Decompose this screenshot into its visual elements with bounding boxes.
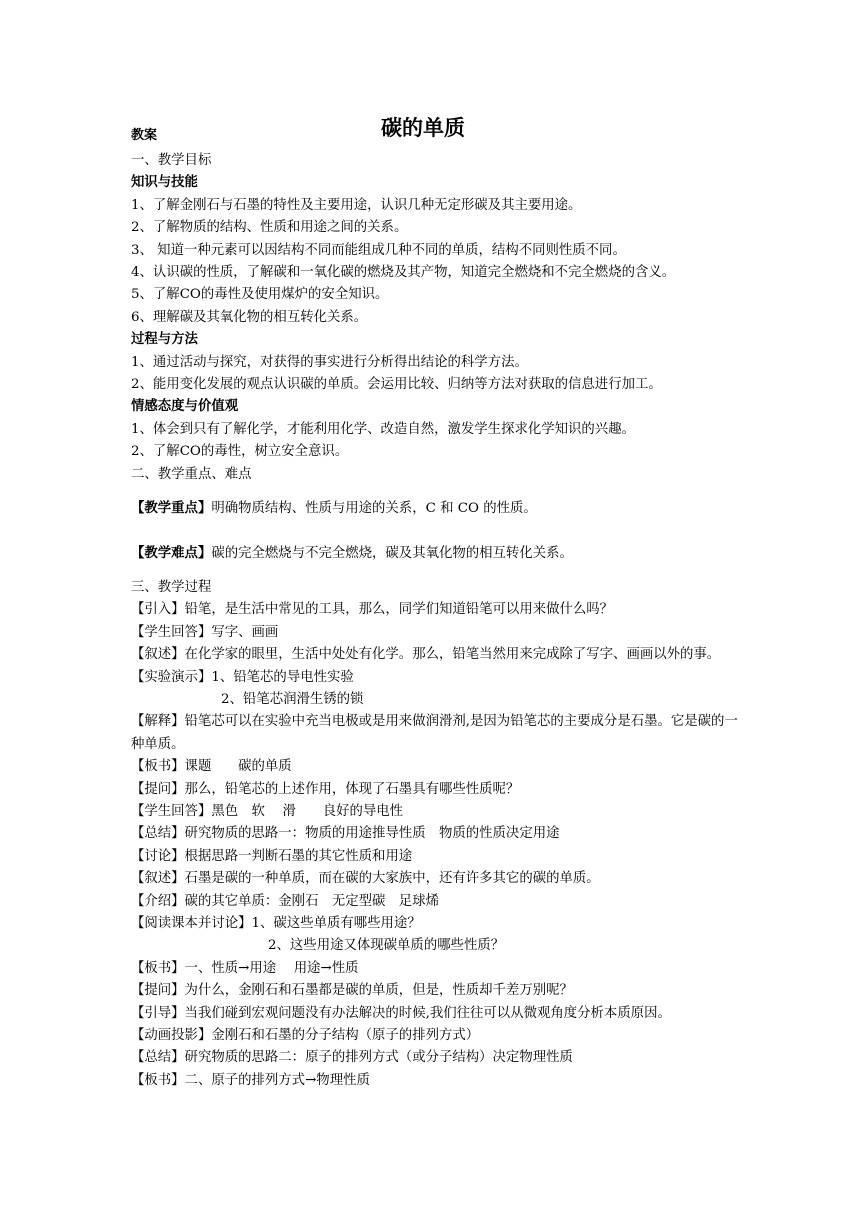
section-heading-focus: 二、教学重点、难点 (131, 466, 252, 482)
step-line: 【学生回答】写字、画画 (131, 624, 279, 640)
knowledge-item: 4、认识碳的性质，了解碳和一氧化碳的燃烧及其产物，知道完全燃烧和不完全燃烧的含义。 (131, 265, 676, 281)
step-line: 【总结】研究物质的思路二：原子的排列方式（或分子结构）决定物理性质 (131, 1050, 573, 1066)
step-line: 【板书】一、性质→用途 用途→性质 (131, 960, 359, 976)
document-body (131, 150, 741, 1092)
knowledge-item: 2、了解物质的结构、性质和用途之间的关系。 (131, 220, 408, 236)
step-line: 【动画投影】金刚石和石墨的分子结构（原子的排列方式） (131, 1028, 480, 1044)
document-header (131, 112, 731, 146)
doc-type-label: 教案 (131, 128, 158, 143)
difficulty-paragraph (131, 543, 741, 565)
process-item: 1、通过活动与探究，对获得的事实进行分析得出结论的科学方法。 (131, 354, 528, 370)
difficulty-text: 碳的完全燃烧与不完全燃烧，碳及其氧化物的相互转化关系。 (211, 545, 573, 561)
process-item: 2、能用变化发展的观点认识碳的单质。会运用比较、归纳等方法对获取的信息进行加工。 (131, 377, 662, 393)
step-line: 【引导】当我们碰到宏观问题没有办法解决的时候,我们往往可以从微观角度分析本质原因。 (131, 1005, 671, 1021)
step-line: 【提问】为什么，金刚石和石墨都是碳的单质，但是，性质却千差万别呢？ (131, 983, 573, 999)
section-heading-process-steps: 三、教学过程 (131, 579, 212, 595)
step-line: 【引入】铅笔，是生活中常见的工具，那么，同学们知道铅笔可以用来做什么吗？ (131, 602, 614, 618)
knowledge-item: 5、了解CO的毒性及使用煤炉的安全知识。 (131, 287, 389, 303)
knowledge-item: 6、理解碳及其氧化物的相互转化关系。 (131, 309, 368, 325)
key-point-text: 明确物质结构、性质与用途的关系，C 和 CO 的性质。 (211, 501, 537, 517)
knowledge-item: 1、了解金刚石与石墨的特性及主要用途，认识几种无定形碳及其主要用途。 (131, 197, 582, 213)
emotion-item: 1、体会到只有了解化学，才能利用化学、改造自然，激发学生探求化学知识的兴趣。 (131, 421, 635, 437)
subheading-knowledge: 知识与技能 (131, 175, 198, 191)
document-title: 碳的单质 (381, 116, 465, 140)
section-heading-goals: 一、教学目标 (131, 153, 212, 168)
key-point-label: 【教学重点】 (131, 501, 212, 517)
step-line: 【实验演示】1、铅笔芯的导电性实验 (131, 669, 354, 685)
step-line: 【叙述】石墨是碳的一种单质，而在碳的大家族中，还有许多其它的碳的单质。 (131, 871, 600, 887)
subheading-process: 过程与方法 (131, 332, 198, 348)
knowledge-item: 3、 知道一种元素可以因结构不同而能组成几种不同的单质，结构不同则性质不同。 (131, 242, 626, 258)
step-line: 【介绍】碳的其它单质：金刚石 无定型碳 足球烯 (131, 893, 439, 909)
step-line: 【板书】课题 碳的单质 (131, 759, 292, 775)
step-line: 【解释】铅笔芯可以在实验中充当电极或是用来做润滑剂,是因为铅笔芯的主要成分是石墨。它是碳的一种单质。 (131, 714, 738, 752)
emotion-item: 2、了解CO的毒性，树立安全意识。 (131, 444, 349, 460)
step-line: 【板书】二、原子的排列方式→物理性质 (131, 1072, 370, 1088)
subheading-emotion: 情感态度与价值观 (131, 399, 239, 415)
step-line: 【总结】研究物质的思路一：物质的用途推导性质 物质的性质决定用途 (131, 826, 560, 842)
key-point-paragraph (131, 498, 741, 520)
step-line: 【讨论】根据思路一判断石墨的其它性质和用途 (131, 848, 413, 864)
step-line: 【阅读课本并讨论】1、碳这些单质有哪些用途？ (131, 916, 421, 931)
step-line: 【叙述】在化学家的眼里，生活中处处有化学。那么，铅笔当然用来完成除了写字、画画以外的事。 (131, 647, 721, 663)
step-line: 【学生回答】黑色 软 滑 良好的导电性 (131, 803, 404, 819)
step-line: 【提问】那么，铅笔芯的上述作用，体现了石墨具有哪些性质呢？ (131, 781, 520, 797)
step-line: 2、这些用途又体现碳单质的哪些性质？ (268, 938, 505, 954)
step-line: 2、铅笔芯润滑生锈的锁 (221, 691, 364, 707)
difficulty-label: 【教学难点】 (131, 545, 212, 561)
